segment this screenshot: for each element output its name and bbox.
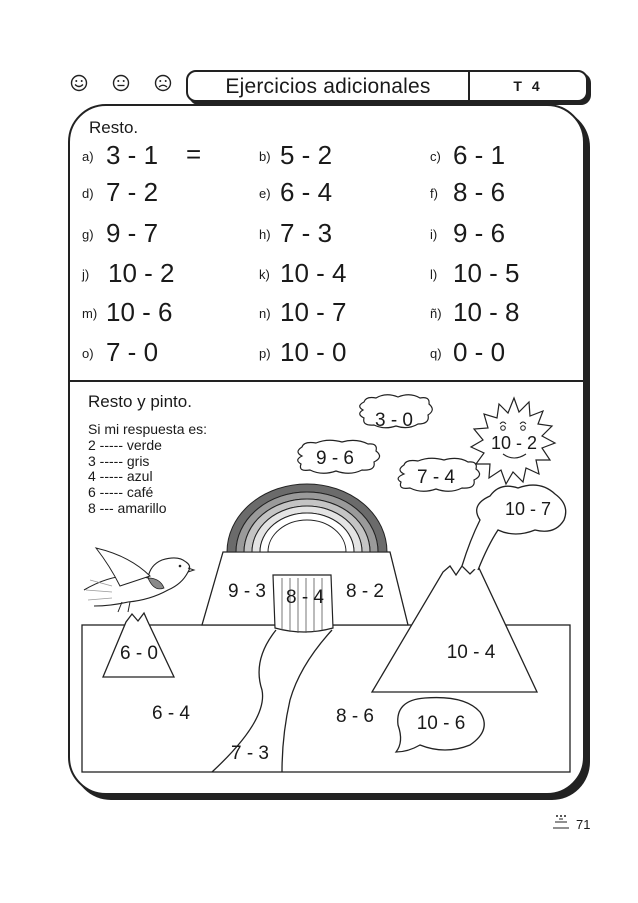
exercise-expression: 6 - 4 (280, 177, 333, 207)
big-volcano-label: 10 - 4 (446, 642, 496, 663)
legend-item: 4 ----- azul (88, 468, 153, 485)
small-volcano-label: 6 - 0 (119, 643, 159, 664)
exercise-label: n) (259, 306, 271, 321)
page-title: Ejercicios adicionales (225, 75, 431, 98)
page-number: 71 (576, 817, 591, 832)
legend-item: 8 --- amarillo (88, 499, 167, 516)
waterfall-label: 8 - 4 (285, 587, 325, 608)
exercise-expression: 0 - 0 (453, 337, 506, 367)
exercise-expression: 10 - 5 (453, 258, 520, 288)
mountain-left-label: 9 - 3 (227, 581, 267, 602)
ground-left-label: 6 - 4 (151, 703, 191, 724)
legend-item: 3 ----- gris (88, 452, 150, 469)
exercise-label: h) (259, 227, 271, 242)
exercise-expression: 9 - 7 (106, 218, 159, 248)
ground-right-label: 8 - 6 (335, 706, 375, 727)
river-label: 7 - 3 (230, 743, 270, 764)
sun-label: 10 - 2 (490, 433, 538, 453)
exercise-label: k) (259, 267, 270, 282)
legend-item: 2 ----- verde (88, 436, 162, 453)
exercise-label: l) (430, 267, 438, 282)
volcano-smoke (462, 485, 566, 570)
exercise-label: d) (82, 186, 94, 201)
cloud-label: 3 - 0 (374, 410, 414, 431)
exercise-label: q) (430, 346, 442, 361)
exercise-expression: 8 - 6 (453, 177, 506, 207)
exercise-expression: 5 - 2 (280, 140, 333, 170)
exercise-label: o) (82, 346, 94, 361)
exercise-label: g) (82, 227, 94, 242)
rainbow-icon (227, 484, 387, 552)
exercise-expression: 9 - 6 (453, 218, 506, 248)
exercise-expression: 3 - 1 (106, 140, 159, 170)
cloud-label: 9 - 6 (315, 448, 355, 469)
unit-code: T 4 (513, 78, 543, 94)
equals-sign: = (186, 139, 202, 169)
exercise-label: f) (430, 186, 438, 201)
exercise-label: e) (259, 186, 271, 201)
exercise-label: a) (82, 149, 94, 164)
mountain-right-label: 8 - 2 (345, 581, 385, 602)
exercise-expression: 7 - 2 (106, 177, 159, 207)
legend-title: Si mi respuesta es: (88, 421, 208, 437)
bird-icon (84, 548, 194, 612)
section-title-resto-pinto: Resto y pinto. (88, 392, 192, 411)
cloud-label: 7 - 4 (416, 467, 456, 488)
exercise-expression: 7 - 3 (280, 218, 333, 248)
exercise-expression: 10 - 6 (106, 297, 173, 327)
exercise-label: b) (259, 149, 271, 164)
exercise-label: j) (82, 267, 90, 282)
exercise-label: c) (430, 149, 441, 164)
exercise-expression: 10 - 7 (280, 297, 347, 327)
exercise-label: i) (430, 227, 438, 242)
exercise-label: p) (259, 346, 271, 361)
legend-item: 6 ----- café (88, 484, 154, 501)
exercise-expression: 10 - 0 (280, 337, 347, 367)
exercise-label: m) (82, 306, 98, 321)
pond-label: 10 - 6 (416, 713, 466, 734)
exercise-label: ñ) (430, 306, 442, 321)
exercise-expression: 6 - 1 (453, 140, 506, 170)
exercise-expression: 7 - 0 (106, 337, 159, 367)
exercise-expression: 10 - 4 (280, 258, 347, 288)
smoke-label: 10 - 7 (504, 499, 552, 519)
exercise-expression: 10 - 2 (108, 258, 175, 288)
exercise-expression: 10 - 8 (453, 297, 520, 327)
page-mark-icon (552, 813, 570, 833)
section-title-resto: Resto. (89, 118, 139, 137)
